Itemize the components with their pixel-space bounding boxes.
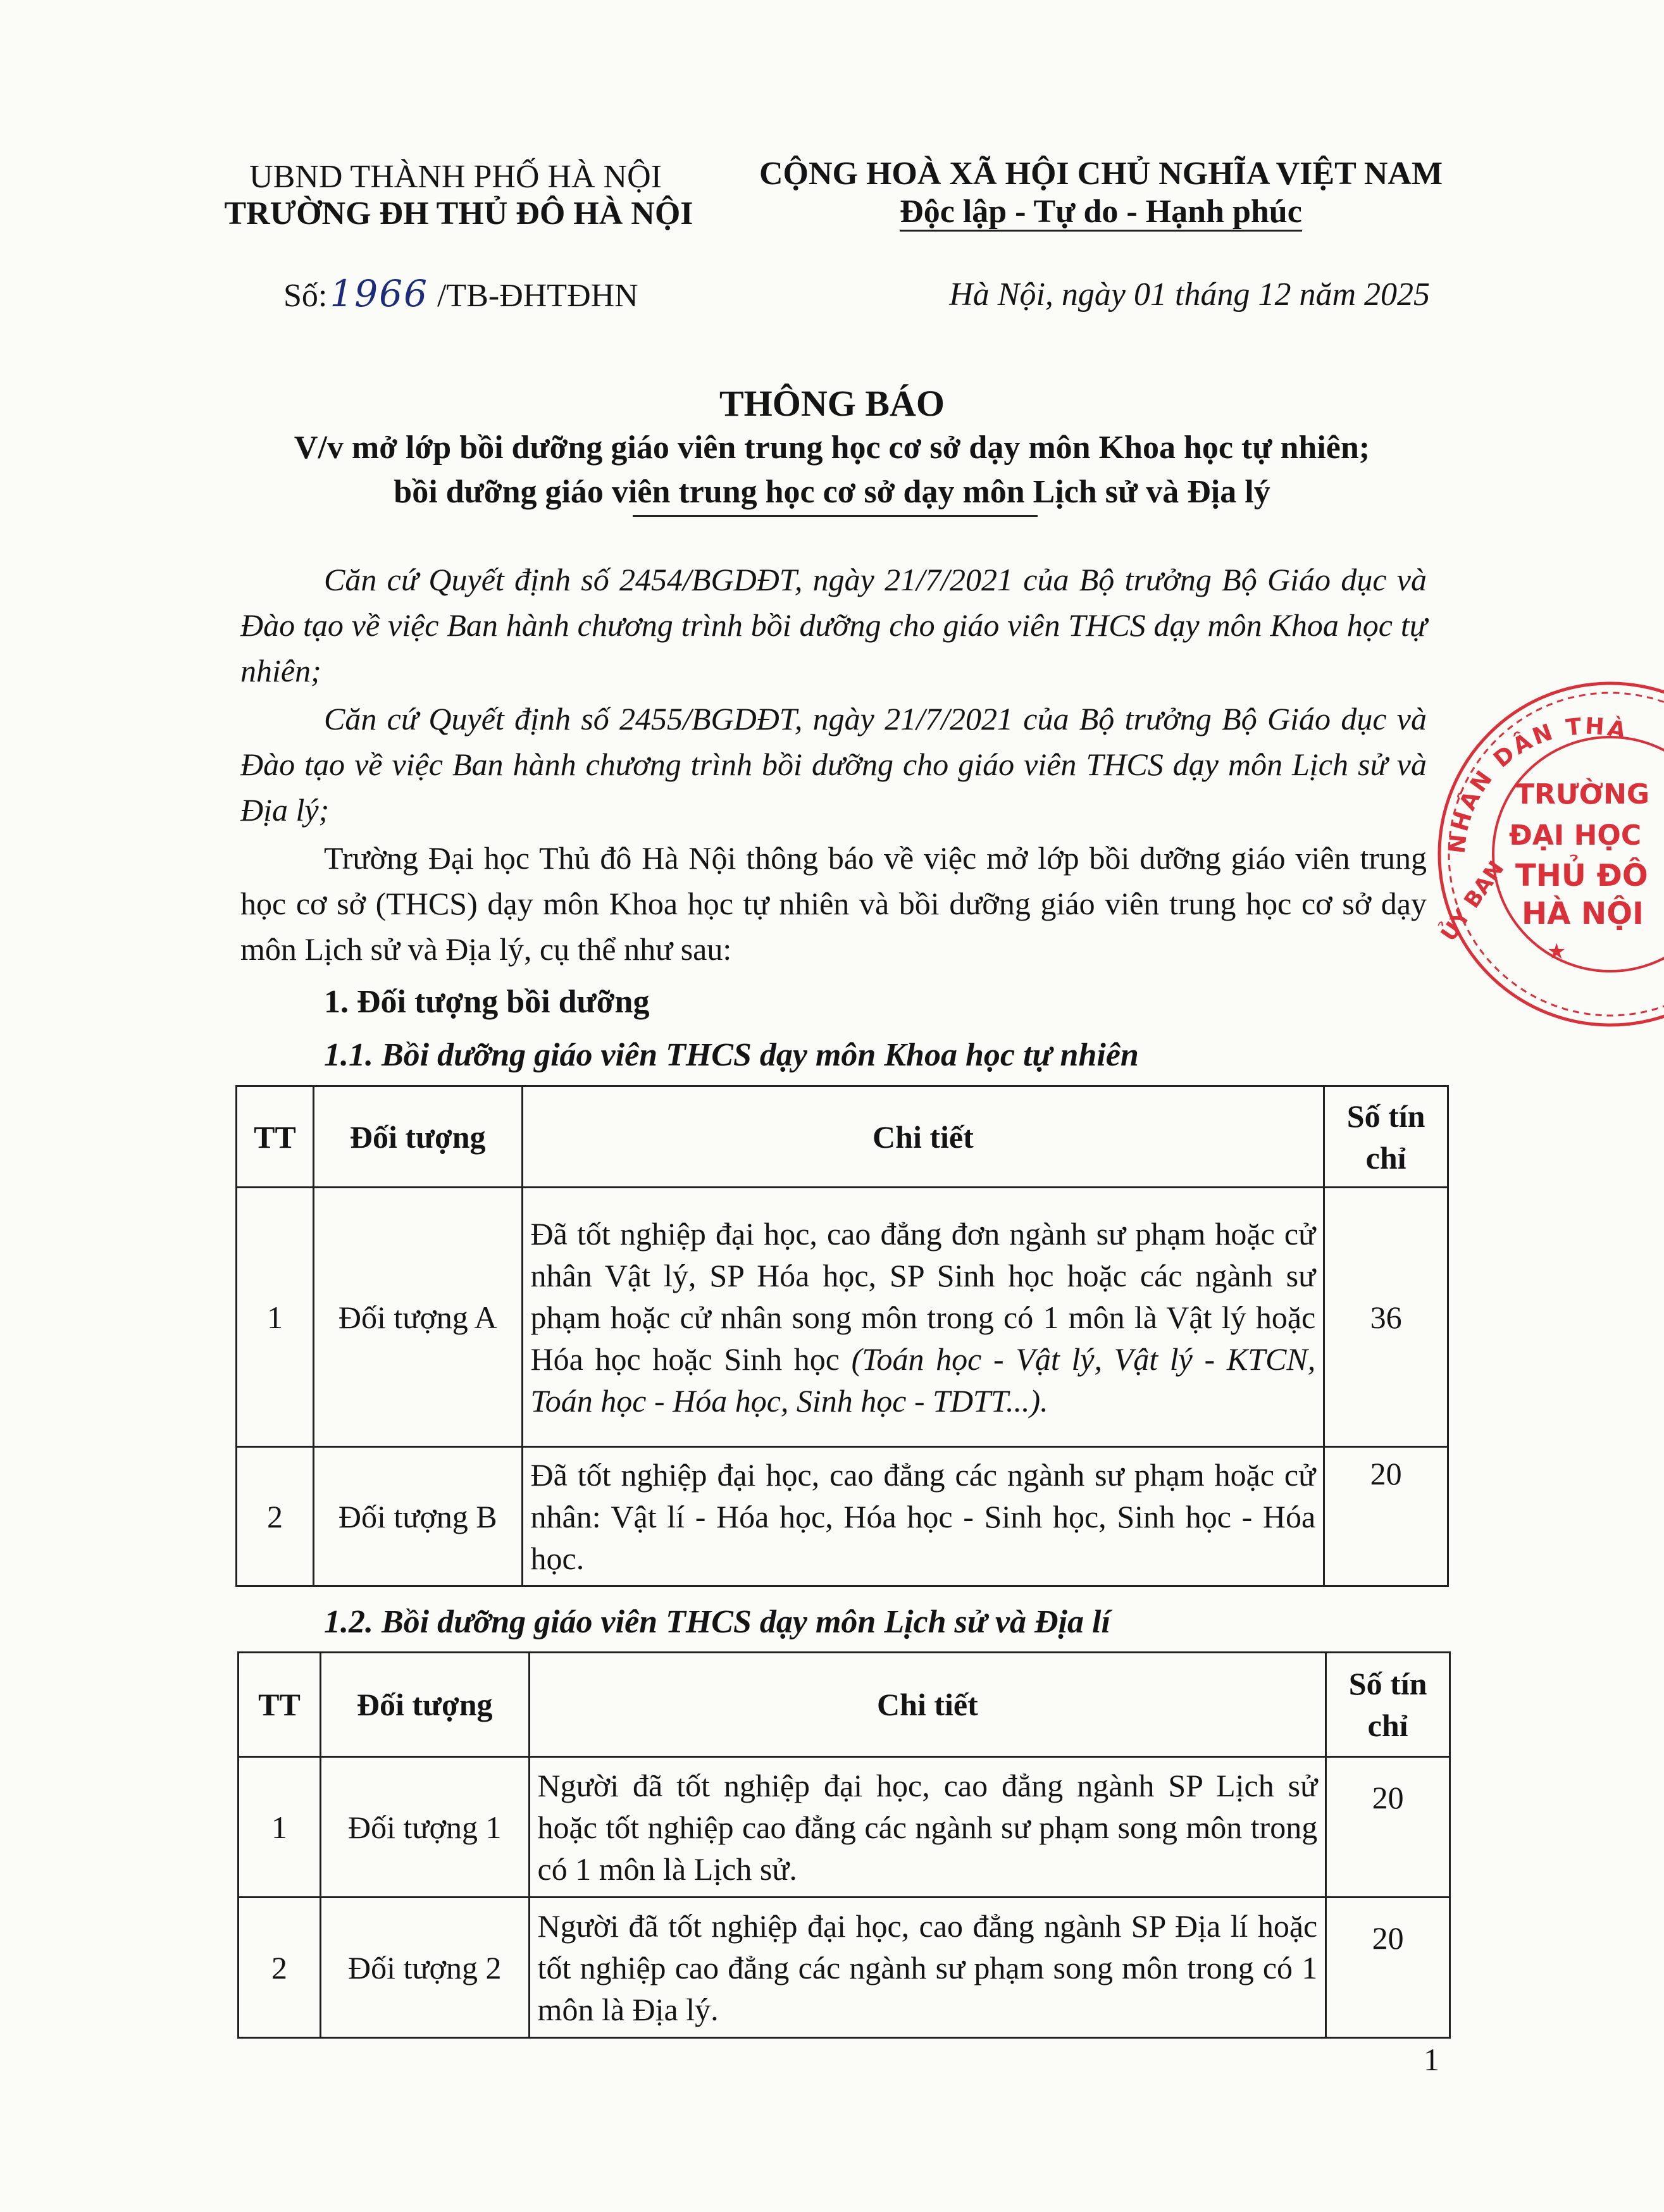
seal-side-text: ỦY BAN (1436, 856, 1510, 947)
col-header-credits: Số tín chỉ (1324, 1086, 1448, 1188)
col-header-tt: TT (239, 1653, 321, 1757)
seal-text-4: HÀ NỘI (1522, 896, 1644, 931)
row-detail-text: Đã tốt nghiệp đại học, cao đẳng đơn ngành sư phạm hoặc cử nhân Vật lý, SP Hóa học, SP Sinh học hoặc các ngành sư phạm hoặc cử nhân song môn trong có 1 môn là Vật lý hoặc Hóa học hoặc Sinh học (530, 1215, 1316, 1377)
col-header-target: Đối tượng (313, 1086, 522, 1188)
seal-text-1: TRƯỜNG (1515, 778, 1650, 811)
notice-subtitle-2 (0, 469, 1664, 515)
section-1-1-heading: 1.1. Bồi dưỡng giáo viên THCS dạy môn Khoa học tự nhiên (324, 1037, 1139, 1073)
row-detail: Đã tốt nghiệp đại học, cao đẳng các ngành sư phạm hoặc cử nhân: Vật lí - Hóa học, Hóa học - Sinh học, Sinh học - Hóa học. (522, 1447, 1324, 1586)
notice-subtitle-1: V/v mở lớp bồi dưỡng giáo viên trung học cơ sở dạy môn Khoa học tự nhiên; (294, 430, 1370, 466)
section-1-heading: 1. Đối tượng bồi dưỡng (324, 984, 650, 1020)
table-row (239, 1757, 1450, 1898)
row-target: Đối tượng A (313, 1188, 522, 1447)
table-header-row (239, 1653, 1450, 1757)
seal-text-3: THỦ ĐÔ (1515, 858, 1648, 893)
title-underline (633, 515, 1038, 517)
notice-title: THÔNG BÁO (719, 383, 945, 424)
basis-paragraph-1: Căn cứ Quyết định số 2454/BGDĐT, ngày 21/7/2021 của Bộ trưởng Bộ Giáo dục và Đào tạo về việc Ban hành chương trình bồi dưỡng cho giáo viên THCS dạy môn Khoa học tự nhiên; (240, 562, 1427, 688)
motto: Độc lập - Tự do - Hạnh phúc (900, 194, 1302, 232)
col-header-credits: Số tín chỉ (1326, 1653, 1450, 1757)
table-lsdl (237, 1651, 1451, 2039)
row-target: Đối tượng 2 (320, 1898, 529, 2038)
row-target: Đối tượng B (313, 1447, 522, 1586)
header-left-line1: UBND THÀNH PHỐ HÀ NỘI (249, 159, 662, 195)
table-row (237, 1447, 1448, 1586)
header-right-line1: CỘNG HOÀ XÃ HỘI CHỦ NGHĨA VIỆT NAM (759, 156, 1443, 192)
row-tt: 2 (239, 1898, 321, 2038)
row-detail: Người đã tốt nghiệp đại học, cao đẳng ngành SP Lịch sử hoặc tốt nghiệp cao đẳng các ngành sư phạm song môn trong có 1 môn là Lịch sử. (529, 1757, 1326, 1898)
col-header-tt: TT (237, 1086, 314, 1188)
row-tt: 1 (237, 1188, 314, 1447)
basis-paragraph-2: Căn cứ Quyết định số 2455/BGDĐT, ngày 21/7/2021 của Bộ trưởng Bộ Giáo dục và Đào tạo về việc Ban hành chương trình bồi dưỡng cho giáo viên THCS dạy môn Lịch sử và Địa lý; (240, 701, 1427, 828)
intro-paragraph: Trường Đại học Thủ đô Hà Nội thông báo về việc mở lớp bồi dưỡng giáo viên trung học cơ sở (THCS) dạy môn Khoa học tự nhiên và bồi dưỡng giáo viên trung học cơ sở dạy môn Lịch sử và Địa lý, cụ thể như sau: (240, 840, 1427, 967)
seal-text-2: ĐẠI HỌC (1509, 819, 1642, 852)
seal-inner-ring (1493, 737, 1664, 971)
col-header-detail: Chi tiết (522, 1086, 1324, 1188)
official-seal-icon (1415, 688, 1650, 964)
subtitle-2-text: bồi dưỡng giáo viên trung học cơ sở dạy môn Lịch sử và Địa lý (394, 474, 1270, 510)
row-credits: 36 (1324, 1188, 1448, 1447)
row-detail-italic: (Toán học - Vật lý, Vật lý - KTCN, Toán học - Hóa học, Sinh học - TDTT...). (530, 1341, 1316, 1419)
table-row (237, 1188, 1448, 1447)
col-header-detail: Chi tiết (529, 1653, 1326, 1757)
row-tt: 1 (239, 1757, 321, 1898)
page-number: 1 (1424, 2042, 1439, 2077)
col-header-target: Đối tượng (320, 1653, 529, 1757)
row-credits: 20 (1326, 1757, 1450, 1898)
row-detail: Người đã tốt nghiệp đại học, cao đẳng ngành SP Địa lí hoặc tốt nghiệp cao đẳng các ngành sư phạm song môn trong có 1 môn là Địa lý. (529, 1898, 1326, 2038)
doc-no-suffix: /TB-ĐHTĐHN (437, 278, 638, 314)
row-credits: 20 (1324, 1447, 1448, 1586)
seal-star-icon: ★ (1547, 939, 1567, 964)
section-1-2-heading: 1.2. Bồi dưỡng giáo viên THCS dạy môn Lịch sử và Địa lí (324, 1604, 1110, 1640)
header-right-line2 (886, 192, 1316, 232)
row-tt: 2 (237, 1447, 314, 1586)
header-left-line2: TRƯỜNG ĐH THỦ ĐÔ HÀ NỘI (224, 196, 693, 232)
row-target: Đối tượng 1 (320, 1757, 529, 1898)
row-credits: 20 (1326, 1898, 1450, 2038)
row-detail (522, 1188, 1324, 1447)
table-header-row (237, 1086, 1448, 1188)
doc-no-label: Số: (283, 278, 328, 314)
document-number (283, 271, 638, 319)
doc-no-handwritten: 1966 (330, 272, 428, 315)
table-khtn (235, 1085, 1449, 1587)
table-row (239, 1898, 1450, 2038)
seal-ring-text: NHÂN DÂN THÀNH PHỐ (1415, 688, 1631, 855)
document-date: Hà Nội, ngày 01 tháng 12 năm 2025 (949, 276, 1430, 313)
